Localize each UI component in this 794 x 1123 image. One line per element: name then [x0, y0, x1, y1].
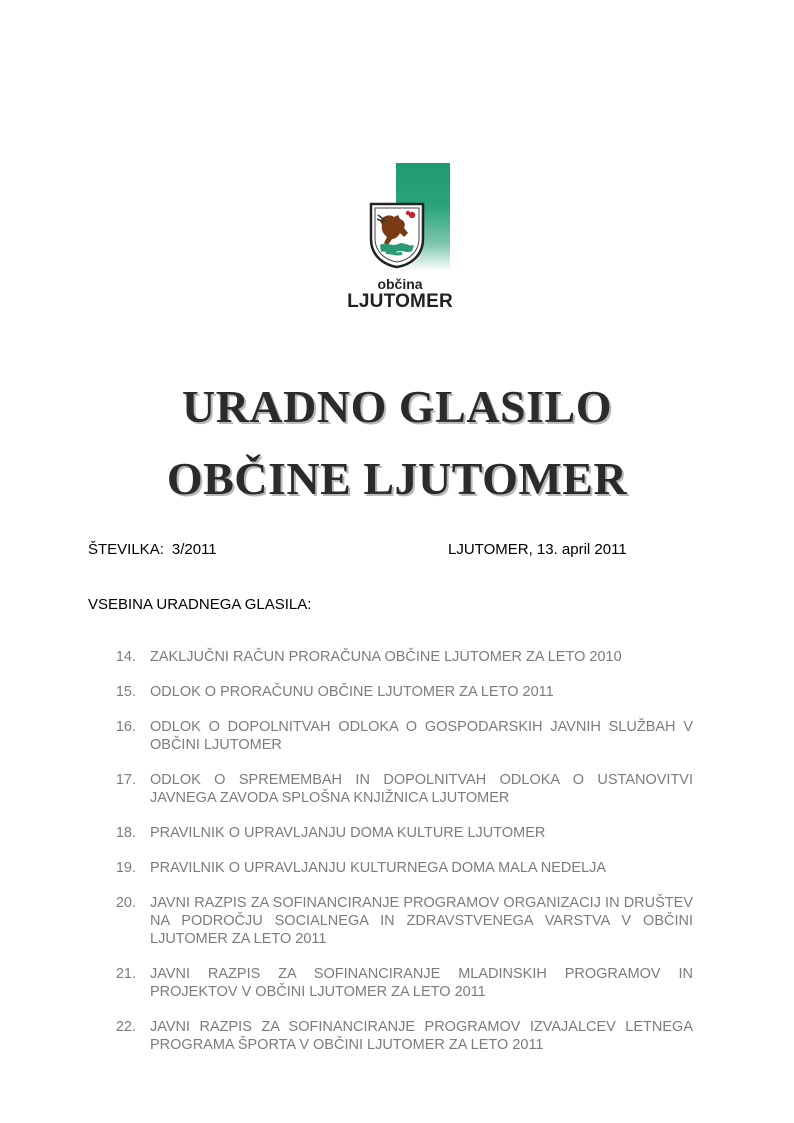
toc-item-21[interactable] — [108, 965, 693, 1001]
contents-heading: VSEBINA URADNEGA GLASILA: — [88, 596, 312, 613]
toc-item-number: 22. — [115, 1019, 136, 1035]
logo-label-obcina: občina — [377, 276, 423, 292]
toc-item-22[interactable] — [108, 1018, 693, 1054]
toc-item-title: JAVNI RAZPIS ZA SOFINANCIRANJE PROGRAMOV ORGANIZACIJ IN DRUŠTEV NA PODROČJU SOCIALNEGA IN ZDRAVSTVENEGA VARSTVA V OBČINI LJUTOMER ZA LETO 2011 — [150, 895, 693, 947]
toc-item-title: ODLOK O SPREMEMBAH IN DOPOLNITVAH ODLOKA O USTANOVITVI JAVNEGA ZAVODA SPLOŠNA KNJIŽNICA LJUTOMER — [150, 772, 693, 806]
toc-item-title: ODLOK O DOPOLNITVAH ODLOKA O GOSPODARSKIH JAVNIH SLUŽBAH V OBČINI LJUTOMER — [150, 719, 693, 753]
toc-item-number: 21. — [115, 966, 136, 982]
table-of-contents — [108, 648, 693, 1054]
toc-item-number: 19. — [115, 860, 136, 876]
toc-item-title: ODLOK O PRORAČUNU OBČINE LJUTOMER ZA LETO 2011 — [150, 684, 554, 700]
toc-item-number: 14. — [115, 649, 136, 665]
toc-item-title: JAVNI RAZPIS ZA SOFINANCIRANJE PROGRAMOV IZVAJALCEV LETNEGA PROGRAMA ŠPORTA V OBČINI LJUTOMER ZA LETO 2011 — [150, 1019, 693, 1053]
toc-item-title: PRAVILNIK O UPRAVLJANJU DOMA KULTURE LJUTOMER — [150, 825, 546, 841]
toc-item-16[interactable] — [108, 718, 693, 754]
toc-item-17[interactable] — [108, 771, 693, 807]
page-title-line-1: URADNO GLASILO — [181, 381, 612, 432]
toc-item-title: JAVNI RAZPIS ZA SOFINANCIRANJE MLADINSKIH PROGRAMOV IN PROJEKTOV V OBČINI LJUTOMER ZA LETO 2011 — [150, 966, 693, 1000]
toc-item-number: 17. — [115, 772, 136, 788]
toc-item-number: 18. — [115, 825, 136, 841]
page-title-line-2: OBČINE LJUTOMER — [166, 453, 628, 504]
toc-item-number: 16. — [115, 719, 136, 735]
issue-number-label: ŠTEVILKA: — [88, 541, 164, 558]
issue-place-date: LJUTOMER, 13. april 2011 — [448, 541, 627, 558]
logo-label-ljutomer: LJUTOMER — [347, 291, 453, 312]
toc-item-number: 20. — [115, 895, 136, 911]
coat-of-arms-icon — [368, 201, 426, 269]
toc-item-number: 15. — [115, 684, 136, 700]
issue-number-value: 3/2011 — [171, 541, 217, 558]
toc-item-15[interactable] — [108, 683, 693, 701]
toc-item-14[interactable] — [108, 648, 693, 666]
toc-item-20[interactable] — [108, 894, 693, 948]
toc-item-18[interactable] — [108, 824, 693, 842]
issue-number — [88, 541, 217, 558]
toc-item-title: PRAVILNIK O UPRAVLJANJU KULTURNEGA DOMA MALA NEDELJA — [150, 860, 607, 876]
municipality-logo — [340, 163, 460, 323]
toc-item-19[interactable] — [108, 859, 693, 877]
toc-item-title: ZAKLJUČNI RAČUN PRORAČUNA OBČINE LJUTOMER ZA LETO 2010 — [150, 649, 622, 665]
